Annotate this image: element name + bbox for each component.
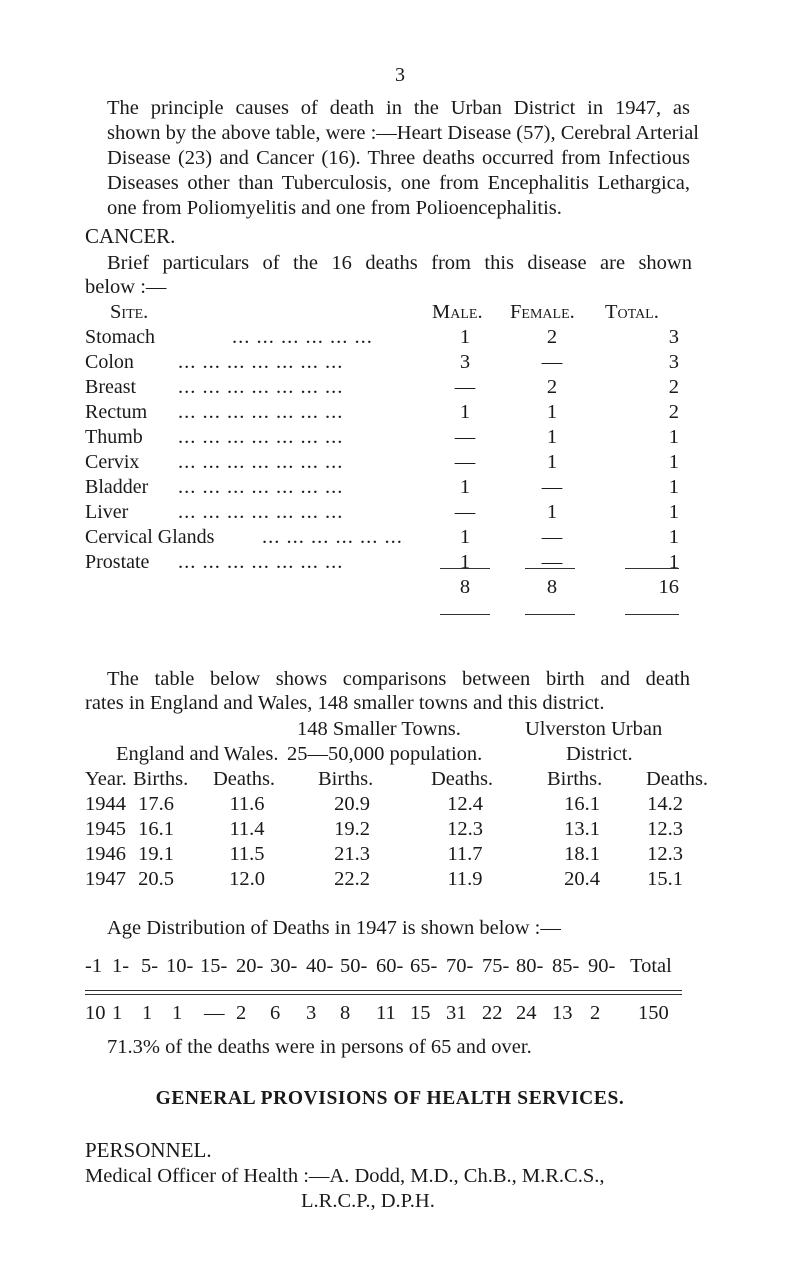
age-band-header: 50- (340, 955, 368, 977)
age-band-value: 11 (376, 1002, 396, 1024)
cmp-st-deaths: 11.9 (447, 868, 483, 890)
cancer-male: 1 (459, 551, 471, 573)
age-band-header: 40- (306, 955, 334, 977)
cancer-total: 2 (668, 376, 679, 398)
cancer-site: Cervical Glands (85, 526, 215, 548)
cmp-ew-births: 17.6 (138, 793, 174, 815)
comparison-intro-line: The table below shows comparisons between birth and death (107, 668, 690, 690)
cmp-ud-deaths: 15.1 (647, 868, 683, 890)
cancer-col-female: Female. (510, 301, 575, 323)
age-rule-top (85, 990, 682, 991)
cancer-male: — (454, 451, 476, 473)
cancer-total: 1 (668, 476, 679, 498)
cancer-heading: CANCER. (85, 224, 176, 248)
col-ud-deaths: Deaths. (646, 768, 709, 790)
cancer-total: 1 (668, 501, 679, 523)
age-band-header: 30- (270, 955, 298, 977)
age-band-value: 150 (638, 1002, 669, 1024)
cmp-year: 1944 (85, 793, 126, 815)
cancer-site: Stomach (85, 326, 155, 348)
cmp-ew-deaths: 12.0 (229, 868, 265, 890)
cmp-st-births: 20.9 (334, 793, 370, 815)
age-band-header: 1- (112, 955, 130, 977)
cmp-st-births: 19.2 (334, 818, 370, 840)
age-band-header: 90- (588, 955, 616, 977)
col-ew-births: Births. (133, 768, 189, 790)
age-band-value: 13 (552, 1002, 573, 1024)
age-band-value: 6 (270, 1002, 281, 1024)
group-towns-line1: 148 Smaller Towns. (297, 718, 461, 740)
cmp-ew-deaths: 11.4 (229, 818, 265, 840)
cancer-male: — (454, 426, 476, 448)
page-number: 3 (395, 64, 405, 86)
cancer-col-site: Site. (110, 301, 149, 323)
group-england: England and Wales. (116, 743, 279, 765)
group-towns-line2: 25—50,000 population. (287, 743, 483, 765)
cancer-intro-line2: below :— (85, 276, 167, 298)
cmp-ew-deaths: 11.5 (229, 843, 265, 865)
total-total-rule (625, 568, 679, 569)
col-st-deaths: Deaths. (431, 768, 494, 790)
age-band-value: 1 (112, 1002, 123, 1024)
age-band-header: -1 (85, 955, 103, 977)
cancer-total: 1 (668, 426, 679, 448)
age-band-value: 3 (306, 1002, 317, 1024)
cancer-female: 2 (546, 326, 558, 348)
cmp-ud-births: 16.1 (564, 793, 600, 815)
cmp-ud-births: 20.4 (564, 868, 600, 890)
cancer-leader-dots: ... ... ... ... ... ... ... (178, 351, 344, 373)
cancer-total: 1 (668, 526, 679, 548)
moh-line2: L.R.C.P., D.P.H. (301, 1190, 435, 1212)
cancer-total: 3 (668, 326, 679, 348)
cancer-site: Prostate (85, 551, 150, 573)
col-ew-deaths: Deaths. (213, 768, 276, 790)
group-ulverston-line2: District. (566, 743, 633, 765)
cmp-st-deaths: 11.7 (447, 843, 483, 865)
age-band-header: 5- (141, 955, 159, 977)
cancer-col-total: Total. (605, 301, 659, 323)
cmp-ud-deaths: 12.3 (647, 843, 683, 865)
moh-line1: Medical Officer of Health :—A. Dodd, M.D., Ch.B., M.R.C.S., (85, 1165, 605, 1187)
cancer-leader-dots: ... ... ... ... ... ... ... (178, 501, 344, 523)
age-band-value: 22 (482, 1002, 503, 1024)
comparison-intro-line2: rates in England and Wales, 148 smaller towns and this district. (85, 692, 605, 714)
cancer-female: 1 (546, 451, 558, 473)
grand-total: 16 (658, 576, 679, 598)
age-band-value: 15 (410, 1002, 431, 1024)
cancer-total: 1 (668, 451, 679, 473)
cmp-year: 1946 (85, 843, 126, 865)
age-band-header: 60- (376, 955, 404, 977)
cancer-female: — (541, 351, 563, 373)
cancer-intro-line: Brief particulars of the 16 deaths from this disease are shown (107, 252, 692, 274)
cmp-ud-births: 18.1 (564, 843, 600, 865)
cancer-male: 3 (459, 351, 471, 373)
cmp-year: 1947 (85, 868, 126, 890)
cancer-site: Bladder (85, 476, 149, 498)
male-bottom-rule (440, 614, 490, 615)
age-band-value: — (204, 1002, 225, 1024)
age-intro: Age Distribution of Deaths in 1947 is shown below :— (107, 917, 561, 939)
cancer-leader-dots: ... ... ... ... ... ... ... (178, 376, 344, 398)
cancer-leader-dots: ... ... ... ... ... ... ... (178, 476, 344, 498)
group-ulverston-line1: Ulverston Urban (525, 718, 663, 740)
cmp-ud-births: 13.1 (564, 818, 600, 840)
cmp-st-deaths: 12.4 (447, 793, 483, 815)
cancer-female: 1 (546, 501, 558, 523)
cancer-site: Breast (85, 376, 137, 398)
cancer-female: 1 (546, 401, 558, 423)
age-band-value: 31 (446, 1002, 467, 1024)
col-year: Year. (85, 768, 127, 790)
cancer-site: Rectum (85, 401, 148, 423)
cancer-leader-dots: ... ... ... ... ... ... ... (178, 451, 344, 473)
age-band-value: 1 (172, 1002, 183, 1024)
age-band-header: 20- (236, 955, 264, 977)
age-band-header: 15- (200, 955, 228, 977)
cancer-male: 1 (459, 326, 471, 348)
cancer-leader-dots: ... ... ... ... ... ... ... (178, 401, 344, 423)
age-band-value: 8 (340, 1002, 351, 1024)
cancer-female: — (541, 551, 563, 573)
cmp-ew-births: 19.1 (138, 843, 174, 865)
col-ud-births: Births. (547, 768, 603, 790)
cancer-female: 2 (546, 376, 558, 398)
male-total-rule (440, 568, 490, 569)
general-provisions-heading: GENERAL PROVISIONS OF HEALTH SERVICES. (155, 1088, 625, 1109)
age-band-header: 65- (410, 955, 438, 977)
age-rule-top-2 (85, 994, 682, 995)
cancer-male: — (454, 501, 476, 523)
cmp-ew-births: 16.1 (138, 818, 174, 840)
age-band-value: 2 (590, 1002, 601, 1024)
female-total-rule (525, 568, 575, 569)
cmp-ud-deaths: 12.3 (647, 818, 683, 840)
cmp-st-deaths: 12.3 (447, 818, 483, 840)
col-st-births: Births. (318, 768, 374, 790)
cmp-ew-births: 20.5 (138, 868, 174, 890)
personnel-heading: PERSONNEL. (85, 1138, 212, 1162)
cancer-male: 1 (459, 401, 471, 423)
total-bottom-rule (625, 614, 679, 615)
cmp-ew-deaths: 11.6 (229, 793, 265, 815)
age-band-header: 80- (516, 955, 544, 977)
female-bottom-rule (525, 614, 575, 615)
cancer-female: — (541, 526, 563, 548)
cancer-total: 2 (668, 401, 679, 423)
cancer-col-male: Male. (432, 301, 483, 323)
cancer-site: Liver (85, 501, 129, 523)
cancer-site: Cervix (85, 451, 140, 473)
cancer-total: 3 (668, 351, 679, 373)
age-band-value: 1 (142, 1002, 153, 1024)
cancer-site: Thumb (85, 426, 143, 448)
age-band-value: 24 (516, 1002, 537, 1024)
cancer-site: Colon (85, 351, 134, 373)
cancer-male: — (454, 376, 476, 398)
intro-line: The principle causes of death in the Urban District in 1947, as (107, 97, 690, 119)
cancer-male: 1 (459, 476, 471, 498)
intro-line: shown by the above table, were :—Heart Disease (57), Cerebral Arterial (107, 122, 699, 144)
age-summary: 71.3% of the deaths were in persons of 65 and over. (107, 1036, 532, 1058)
age-band-header: 70- (446, 955, 474, 977)
cmp-st-births: 21.3 (334, 843, 370, 865)
comparison-intro (107, 667, 690, 692)
age-band-header: 75- (482, 955, 510, 977)
cancer-male: 1 (459, 526, 471, 548)
cmp-st-births: 22.2 (334, 868, 370, 890)
intro-paragraph (107, 96, 699, 221)
intro-line: Disease (23) and Cancer (16). Three deaths occurred from Infectious (107, 147, 690, 169)
cancer-female: — (541, 476, 563, 498)
cancer-leader-dots: ... ... ... ... ... ... ... (178, 426, 344, 448)
cancer-leader-dots: ... ... ... ... ... ... (232, 326, 373, 348)
cancer-leader-dots: ... ... ... ... ... ... ... (178, 551, 344, 573)
female-total: 8 (546, 576, 558, 598)
cancer-intro (107, 251, 692, 276)
cancer-total: 1 (668, 551, 679, 573)
age-band-header: Total (630, 955, 672, 977)
intro-line: one from Poliomyelitis and one from Polioencephalitis. (107, 197, 562, 219)
age-band-header: 10- (166, 955, 194, 977)
intro-line: Diseases other than Tuberculosis, one from Encephalitis Lethargica, (107, 172, 690, 194)
cancer-female: 1 (546, 426, 558, 448)
cmp-ud-deaths: 14.2 (647, 793, 683, 815)
male-total: 8 (459, 576, 471, 598)
cancer-leader-dots: ... ... ... ... ... ... (262, 526, 403, 548)
age-band-value: 10 (85, 1002, 106, 1024)
cmp-year: 1945 (85, 818, 126, 840)
age-band-value: 2 (236, 1002, 247, 1024)
age-band-header: 85- (552, 955, 580, 977)
